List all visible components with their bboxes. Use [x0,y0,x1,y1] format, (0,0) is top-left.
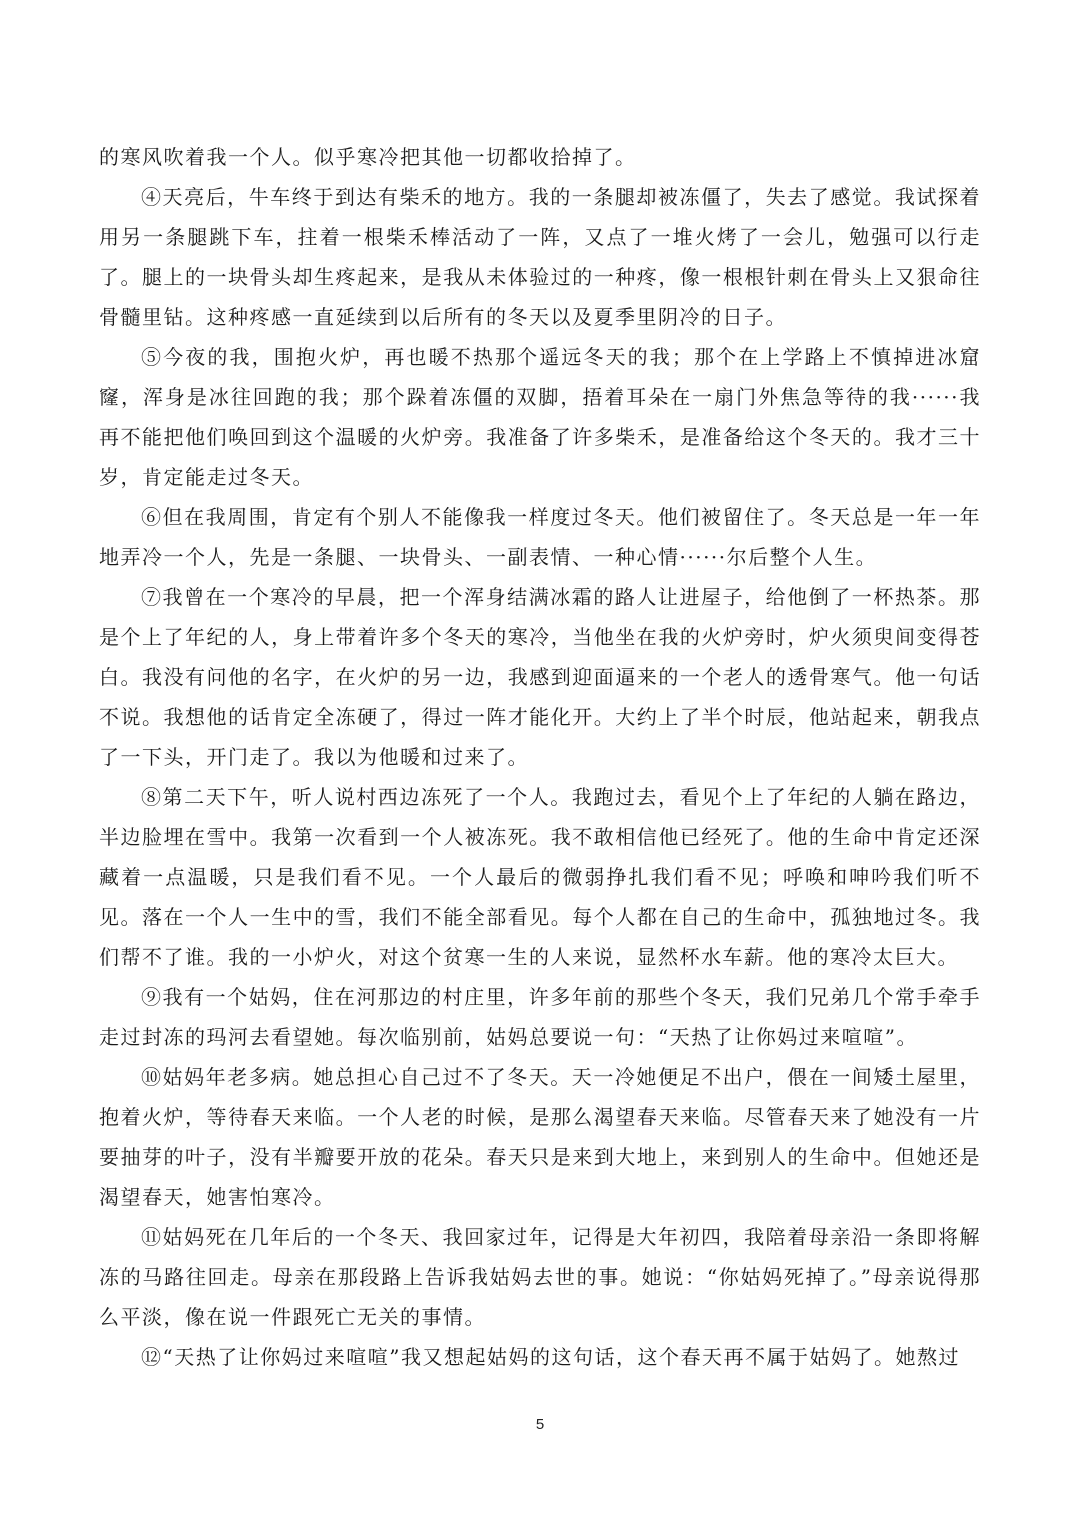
paragraph-9: ⑨我有一个姑妈，住在河那边的村庄里，许多年前的那些个冬天，我们兄弟几个常手牵手走过封冻的玛河去看望她。每次临别前，姑妈总要说一句：“天热了让你妈过来喧喧”。 [99,985,981,1049]
page-number: 5 [535,1416,545,1433]
paragraph-continuation: 的寒风吹着我一个人。似乎寒冷把其他一切都收拾掉了。 [99,145,637,169]
paragraph-6: ⑥但在我周围，肯定有个别人不能像我一样度过冬天。他们被留住了。冬天总是一年一年地弄冷一个人，先是一条腿、一块骨头、一副表情、一种心情······尔后整个人生。 [99,505,981,569]
paragraph-8: ⑧第二天下午，听人说村西边冻死了一个人。我跑过去，看见个上了年纪的人躺在路边，半边脸埋在雪中。我第一次看到一个人被冻死。我不敢相信他已经死了。他的生命中肯定还深藏着一点温暖，只是我们看不见。一个人最后的微弱挣扎我们看不见；呼唤和呻吟我们听不见。落在一个人一生中的雪，我们不能全部看见。每个人都在自己的生命中，孤独地过冬。我们帮不了谁。我的一小炉火，对这个贫寒一生的人来说，显然杯水车薪。他的寒冷太巨大。 [99,785,981,969]
paragraph-12: ⑫“天热了让你妈过来喧喧”我又想起姑妈的这句话，这个春天再不属于姑妈了。她熬过 [141,1345,960,1369]
paragraph-4: ④天亮后，牛车终于到达有柴禾的地方。我的一条腿却被冻僵了，失去了感觉。我试探着用另一条腿跳下车，拄着一根柴禾棒活动了一阵，又点了一堆火烤了一会儿，勉强可以行走了。腿上的一块骨头却生疼起来，是我从未体验过的一种疼，像一根根针刺在骨头上又狠命往骨髓里钻。这种疼感一直延续到以后所有的冬天以及夏季里阴冷的日子。 [99,185,981,329]
paragraph-5: ⑤今夜的我，围抱火炉，再也暖不热那个遥远冬天的我；那个在上学路上不慎掉进冰窟窿，浑身是冰往回跑的我；那个跺着冻僵的双脚，捂着耳朵在一扇门外焦急等待的我······我再不能把他们唤回到这个温暖的火炉旁。我准备了许多柴禾，是准备给这个冬天的。我才三十岁，肯定能走过冬天。 [99,345,981,489]
paragraph-7: ⑦我曾在一个寒冷的早晨，把一个浑身结满冰霜的路人让进屋子，给他倒了一杯热茶。那是个上了年纪的人，身上带着许多个冬天的寒冷，当他坐在我的火炉旁时，炉火须臾间变得苍白。我没有问他的名字，在火炉的另一边，我感到迎面逼来的一个老人的透骨寒气。他一句话不说。我想他的话肯定全冻硬了，得过一阵才能化开。大约上了半个时辰，他站起来，朝我点了一下头，开门走了。我以为他暖和过来了。 [99,585,981,769]
document-body [99,137,981,1377]
paragraph-10: ⑩姑妈年老多病。她总担心自己过不了冬天。天一冷她便足不出户，偎在一间矮土屋里，抱着火炉，等待春天来临。一个人老的时候，是那么渴望春天来临。尽管春天来了她没有一片要抽芽的叶子，没有半瓣要开放的花朵。春天只是来到大地上，来到别人的生命中。但她还是渴望春天，她害怕寒冷。 [99,1065,981,1209]
paragraph-11: ⑪姑妈死在几年后的一个冬天、我回家过年，记得是大年初四，我陪着母亲沿一条即将解冻的马路往回走。母亲在那段路上告诉我姑妈去世的事。她说：“你姑妈死掉了。”母亲说得那么平淡，像在说一件跟死亡无关的事情。 [99,1225,981,1329]
